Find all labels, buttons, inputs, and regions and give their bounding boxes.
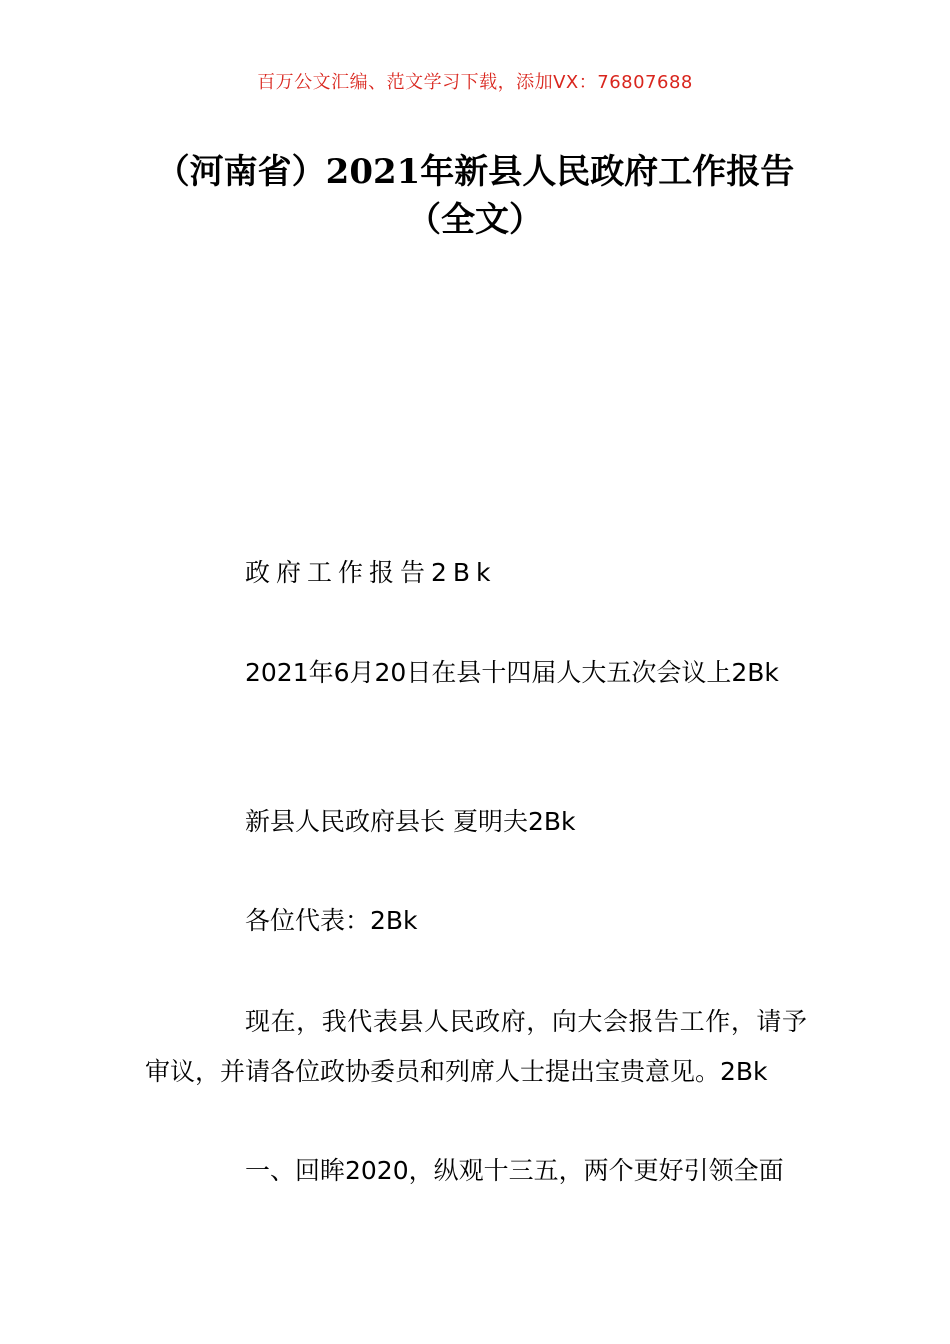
title-line-2: （全文） xyxy=(407,200,543,240)
speaker-paragraph: 新县人民政府县长 夏明夫2Bk xyxy=(245,807,576,836)
section-one-heading: 一、回眸2020，纵观十三五，两个更好引领全面 xyxy=(245,1156,784,1185)
document-title xyxy=(110,148,840,244)
salutation-paragraph: 各位代表：2Bk xyxy=(245,906,418,935)
header-download-note: 百万公文汇编、范文学习下载，添加VX：76807688 xyxy=(257,72,693,93)
report-heading-paragraph: 政府工作报告2Bk xyxy=(245,558,497,587)
title-line-1: （河南省）2021年新县人民政府工作报告 xyxy=(155,152,795,192)
opening-paragraph: 现在，我代表县人民政府，向大会报告工作，请予审议，并请各位政协委员和列席人士提出宝贵意见。2Bk xyxy=(145,1007,807,1086)
meeting-date-paragraph: 2021年6月20日在县十四届人大五次会议上2Bk xyxy=(245,658,779,687)
